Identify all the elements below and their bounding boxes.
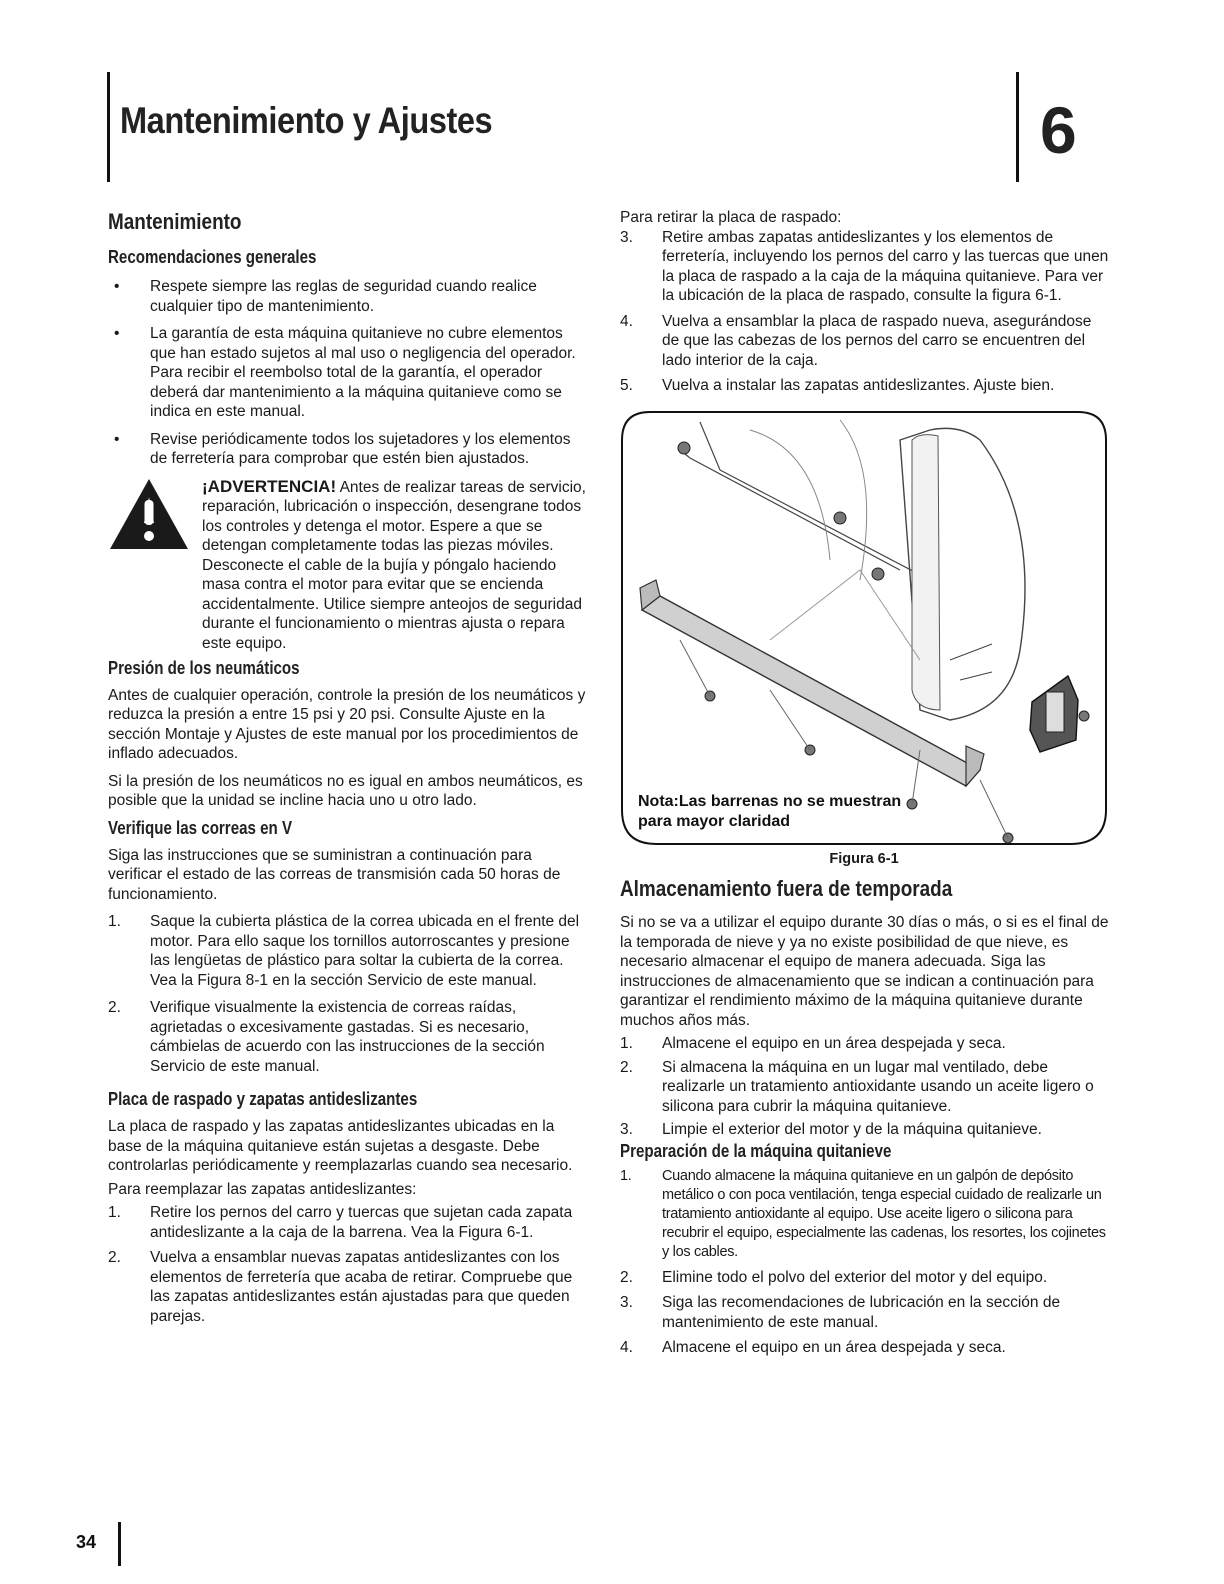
list-item: 3. Limpie el exterior del motor y de la máquina quitanieve.: [620, 1121, 1042, 1138]
list-item: 4. Vuelva a ensamblar la placa de raspado nueva, asegurándose de que las cabezas de los pernos del carro se encuentren del lado interior de la caja.: [620, 312, 1092, 369]
list-item: 3. Retire ambas zapatas antideslizantes y los elementos de ferretería, incluyendo los pernos del carro y las tuercas que unen la placa de raspado a la caja de la máquina quitanieve. Para ver la ubicación de la placa de raspado, consulte la figura 6-1.: [620, 228, 1109, 304]
scraper-steps: [108, 1203, 588, 1326]
list-item: 1. Saque la cubierta plástica de la correa ubicada en el frente del motor. Para ello saque los tornillos autorroscantes y presione las lengüetas de plástico para soltar la cubierta de la correa. Vea la Figura 8-1 en la sección Servicio de este manual.: [108, 913, 580, 989]
list-item: • Revise periódicamente todos los sujetadores y los elementos de ferretería para comprobar que estén bien ajustados.: [114, 430, 571, 467]
warning-label: ¡ADVERTENCIA!: [202, 476, 337, 496]
right-column: [620, 208, 1110, 1358]
figure-caption: Figura 6-1: [829, 850, 899, 867]
chapter-number: 6: [1040, 93, 1077, 167]
list-item: 4. Almacene el equipo en un área despejada y seca.: [620, 1339, 1006, 1356]
heading-v-belts: Verifique las correas en V: [108, 817, 293, 838]
warning-triangle-icon: [108, 477, 190, 551]
list-item: 3. Siga las recomendaciones de lubricación en la sección de mantenimiento de este manual.: [620, 1294, 1061, 1331]
heading-scraper-plate: Placa de raspado y zapatas antideslizantes: [108, 1089, 418, 1109]
footer-rule: [118, 1522, 121, 1566]
general-recommendations-list: [108, 277, 588, 469]
list-item: 2. Si almacena la máquina en un lugar mal ventilado, debe realizarle un tratamiento antioxidante usando un aceite ligero o silicona para cubrir la máquina quitanieve.: [620, 1058, 1094, 1115]
figure-6-1: [620, 410, 1108, 846]
warning-text: ¡ADVERTENCIA! Antes de realizar tareas de servicio, reparación, lubricación o inspección, desengrane todos los controles y detenga el motor. Espere a que se detengan completamente todas las piezas móviles. Desconecte el cable de la bujía y póngalo haciendo masa contra el motor para evitar que se encienda accidentalmente. Utilice siempre anteojos de seguridad durante el funcionamiento o mientras ajusta o repara este equipo.: [202, 476, 586, 652]
heading-tire-pressure: Presión de los neumáticos: [108, 657, 300, 678]
heading-snowthrower-prep: Preparación de la máquina quitanieve: [620, 1140, 892, 1161]
storage-intro: Si no se va a utilizar el equipo durante 30 días o más, o si es el final de la temporada de nieve y ya no existe posibilidad de que nieve, es necesario almacenar el equipo de manera adecuada. Siga las instrucciones de almacenamiento que se indican a continuación para garantizar el rendimiento máximo de la máquina quitanieve durante muchos años más.: [620, 914, 1109, 1029]
section-title-maintenance: Mantenimiento: [108, 209, 242, 234]
remove-scraper-steps: [620, 228, 1110, 396]
heading-off-season-storage: Almacenamiento fuera de temporada: [620, 876, 953, 901]
list-item: • La garantía de esta máquina quitanieve no cubre elementos que han estado sujetos al mal uso o negligencia del operador. Para recibir el reembolso total de la garantía, el operador deberá dar mantenimiento a la máquina quitanieve como se indica en este manual.: [114, 325, 576, 420]
v-belts-steps: [108, 912, 588, 1076]
page-title: Mantenimiento y Ajustes: [120, 100, 493, 141]
page-number: 34: [76, 1532, 97, 1552]
remove-scraper-intro: Para retirar la placa de raspado:: [620, 209, 842, 226]
scraper-replace-intro: Para reemplazar las zapatas antideslizantes:: [108, 1180, 417, 1198]
chapter-rule: [1016, 72, 1019, 182]
storage-steps: [620, 1034, 1110, 1140]
list-item: 1. Almacene el equipo en un área despejada y seca.: [620, 1035, 1006, 1052]
scraper-intro: La placa de raspado y las zapatas antideslizantes ubicadas en la base de la máquina quitanieve están sujetas a desgaste. Debe controlarlas periódicamente y reemplazarlas cuando sea necesario.: [108, 1118, 573, 1174]
title-rule: [107, 72, 110, 182]
left-column: [108, 208, 588, 1326]
list-item: 2. Elimine todo el polvo del exterior del motor y del equipo.: [620, 1268, 1048, 1286]
heading-general-recommendations: Recomendaciones generales: [108, 247, 317, 267]
list-item: 1. Retire los pernos del carro y tuercas que sujetan cada zapata antideslizante a la caja de la barrena. Vea la Figura 6-1.: [108, 1204, 573, 1241]
list-item: • Respete siempre las reglas de seguridad cuando realice cualquier tipo de mantenimiento.: [114, 278, 537, 315]
list-item: 1. Cuando almacene la máquina quitanieve en un galpón de depósito metálico o con poca ventilación, tenga especial cuidado de realizarle un tratamiento antioxidante al equipo. Use aceite ligero o silicona para recubrir el equipo, especialmente las cadenas, los resortes, los cojinetes y los cables.: [620, 1167, 1106, 1260]
scraper-plate-diagram: [620, 410, 1108, 846]
tire-pressure-paragraph: Antes de cualquier operación, controle la presión de los neumáticos y reduzca la presión a entre 15 psi y 20 psi. Consulte Ajuste en la sección Montaje y Ajustes de este manual por los procedimientos de inflado adecuados.: [108, 686, 586, 762]
v-belts-intro: Siga las instrucciones que se suministran a continuación para verificar el estado de las correas de transmisión cada 50 horas de funcionamiento.: [108, 846, 561, 903]
figure-note: Nota:Las barrenas no se muestran para mayor claridad: [638, 792, 902, 830]
list-item: 2. Vuelva a ensamblar nuevas zapatas antideslizantes con los elementos de ferretería que acaba de retirar. Compruebe que las zapatas antideslizantes están ajustadas para que queden parejas.: [108, 1249, 573, 1325]
prep-steps: [620, 1167, 1110, 1358]
list-item: 5. Vuelva a instalar las zapatas antideslizantes. Ajuste bien.: [620, 377, 1055, 394]
warning-block: [108, 477, 588, 657]
tire-pressure-paragraph: Si la presión de los neumáticos no es igual en ambos neumáticos, es posible que la unidad se incline hacia uno u otro lado.: [108, 772, 583, 809]
list-item: 2. Verifique visualmente la existencia de correas raídas, agrietadas o excesivamente gastadas. Si es necesario, cámbielas de acuerdo con las instrucciones de la sección Servicio de este manual.: [108, 999, 545, 1075]
